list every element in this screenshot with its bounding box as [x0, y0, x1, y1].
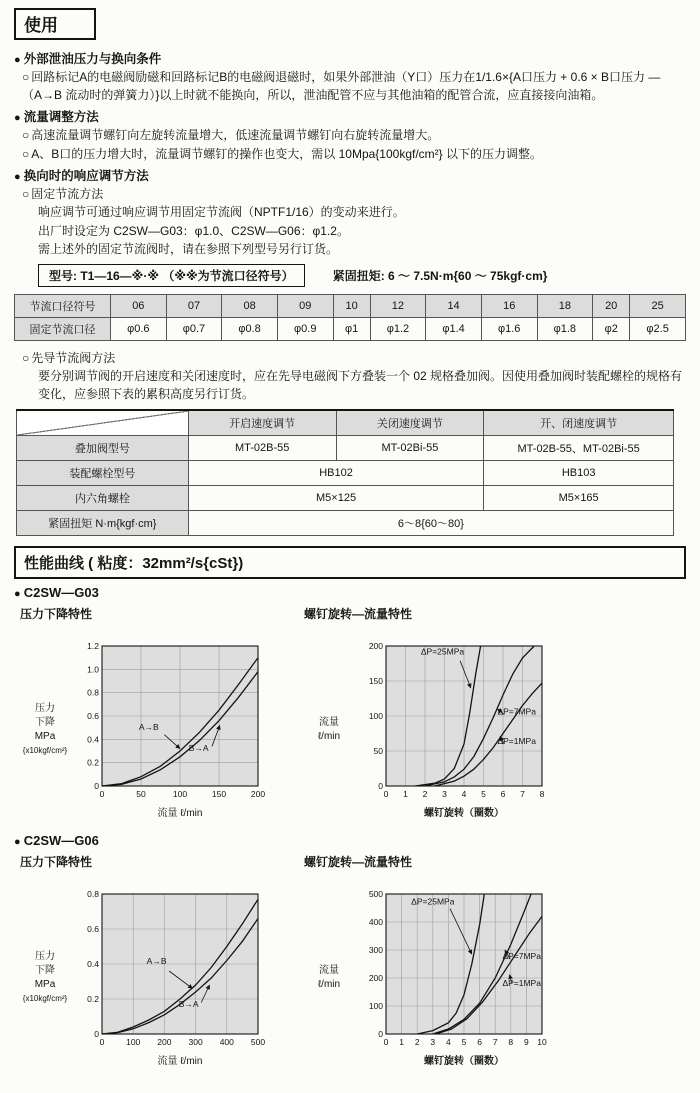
svg-text:0.2: 0.2: [87, 757, 99, 768]
svg-text:7: 7: [520, 788, 525, 799]
paragraph-fixed-line3: 需上述外的固定节流阀时，请在参照下列型号另行订货。: [38, 242, 339, 257]
svg-text:300: 300: [368, 944, 383, 955]
table-cell: φ2: [593, 317, 630, 340]
svg-text:100: 100: [172, 788, 188, 799]
table-cell: 14: [426, 294, 482, 317]
svg-text:10: 10: [537, 1036, 547, 1047]
heading-pilot-throttle: ○ 先导节流阀方法: [22, 349, 686, 367]
table-cell: MT-02B-55: [188, 435, 336, 460]
column-header: 开、闭速度调节: [484, 410, 674, 436]
svg-text:100: 100: [126, 1036, 141, 1047]
svg-text:0.8: 0.8: [87, 888, 99, 899]
svg-text:ΔP=7MPa: ΔP=7MPa: [502, 950, 541, 961]
row-label: 固定节流口径: [15, 317, 111, 340]
row-label: 装配螺栓型号: [17, 460, 189, 485]
table-cell: 07: [166, 294, 222, 317]
svg-text:100: 100: [368, 1000, 383, 1011]
svg-text:2: 2: [414, 1036, 420, 1047]
throttle-diameter-table: [14, 294, 686, 341]
table-row: [15, 294, 686, 317]
paragraph-flow-item1: ○ 高速流量调节螺钉向左旋转流量增大，低速流量调节螺钉向右旋转流量增大。: [22, 126, 686, 144]
table-cell: M5×125: [188, 485, 484, 510]
svg-text:1.2: 1.2: [87, 640, 99, 651]
table-cell: φ1.4: [426, 317, 482, 340]
table-cell: φ1.8: [537, 317, 593, 340]
svg-text:0: 0: [94, 1028, 99, 1039]
svg-text:200: 200: [250, 788, 266, 799]
screw-flow-chart-g03: [302, 603, 552, 825]
model-number-box: 型号: T1—16—※·※ （※※为节流口径符号）: [38, 264, 305, 287]
model-heading-g06: ● C2SW—G06: [14, 833, 686, 848]
table-cell: φ1: [333, 317, 370, 340]
svg-text:7: 7: [492, 1036, 498, 1047]
svg-text:200: 200: [368, 640, 383, 651]
row-label: 内六角螺栓: [17, 485, 189, 510]
heading-response-adjustment: ● 换向时的响应调节方法: [14, 166, 686, 184]
table-cell: 6～8{60～80}: [188, 510, 673, 535]
svg-text:5: 5: [481, 788, 486, 799]
column-header: 开启速度调节: [188, 410, 336, 436]
paragraph-flow-item2: ○ A、B口的压力增大时，流量调节螺钉的操作也变大，需以 10Mpa{100kgf/cm²} 以下的压力调整。: [22, 145, 686, 163]
paragraph-fixed-line1: 响应调节可通过响应调节用固定节流阀（NPTF1/16）的变动来进行。: [38, 205, 405, 219]
chart-title: 压力下降特性: [20, 854, 93, 869]
table-cell: φ0.9: [277, 317, 333, 340]
table-cell: φ0.7: [166, 317, 222, 340]
stack-valve-table: [16, 409, 674, 536]
table-cell: MT-02B-55、MT-02Bi-55: [484, 435, 674, 460]
svg-text:1.0: 1.0: [87, 664, 99, 675]
svg-text:A→B: A→B: [138, 721, 159, 732]
pressure-drop-chart-g06: [18, 851, 268, 1073]
svg-text:ΔP=25MPa: ΔP=25MPa: [420, 646, 465, 657]
table-cell: HB102: [188, 460, 484, 485]
svg-text:300: 300: [188, 1036, 203, 1047]
svg-text:400: 400: [368, 916, 383, 927]
svg-text:0: 0: [383, 1036, 389, 1047]
svg-text:200: 200: [157, 1036, 172, 1047]
svg-text:B→A: B→A: [188, 742, 209, 753]
pressure-drop-chart-g03: [18, 603, 268, 825]
svg-text:9: 9: [524, 1036, 529, 1047]
svg-text:ΔP=25MPa: ΔP=25MPa: [411, 896, 455, 907]
svg-text:400: 400: [219, 1036, 234, 1047]
heading-drain-conditions: ● 外部泄油压力与换向条件: [14, 49, 686, 67]
table-cell: 06: [111, 294, 167, 317]
table-cell: φ1.6: [481, 317, 537, 340]
table-row: [17, 435, 674, 460]
svg-text:8: 8: [539, 788, 545, 799]
svg-text:500: 500: [368, 888, 383, 899]
svg-text:0: 0: [383, 788, 389, 799]
svg-text:3: 3: [430, 1036, 436, 1047]
table-cell: 12: [370, 294, 426, 317]
svg-text:ΔP=1MPa: ΔP=1MPa: [502, 977, 541, 988]
svg-text:0: 0: [94, 780, 99, 791]
y-axis-label: 压力 下降 MPa {x10kgf/cm²}: [22, 703, 68, 756]
svg-text:150: 150: [211, 788, 227, 799]
svg-text:150: 150: [368, 675, 383, 686]
row-label: 紧固扭矩 N·m{kgf·cm}: [17, 510, 189, 535]
table-row: [17, 485, 674, 510]
svg-text:4: 4: [461, 788, 467, 799]
page-title: 使用: [14, 8, 96, 40]
svg-text:0.8: 0.8: [87, 687, 99, 698]
svg-text:0: 0: [378, 780, 383, 791]
table-cell: 08: [222, 294, 278, 317]
svg-text:ΔP=1MPa: ΔP=1MPa: [497, 735, 536, 746]
svg-text:3: 3: [442, 788, 447, 799]
svg-text:100: 100: [368, 710, 383, 721]
svg-text:4: 4: [446, 1036, 451, 1047]
row-label: 节流口径符号: [15, 294, 111, 317]
table-cell: 25: [630, 294, 686, 317]
chart-plot: [356, 636, 552, 825]
svg-text:6: 6: [500, 788, 506, 799]
paragraph-pilot-body: 要分别调节阀的开启速度和关闭速度时，应在先导电磁阀下方叠装一个 02 规格叠加阀。因使用叠加阀时装配螺栓的规格有变化，应参照下表的累积高度另行订货。: [38, 368, 683, 402]
svg-text:0: 0: [99, 1036, 105, 1047]
svg-text:8: 8: [508, 1036, 514, 1047]
table-row: [17, 460, 674, 485]
svg-text:0.4: 0.4: [87, 734, 99, 745]
table-header-row: [17, 410, 674, 436]
svg-text:1: 1: [399, 1036, 404, 1047]
svg-text:螺钉旋转（圈数）: 螺钉旋转（圈数）: [424, 807, 504, 819]
table-cell: HB103: [484, 460, 674, 485]
chart-plot: [72, 884, 268, 1073]
chart-plot: [356, 884, 552, 1073]
svg-text:A→B: A→B: [146, 955, 167, 966]
column-header: 关闭速度调节: [336, 410, 484, 436]
svg-text:5: 5: [461, 1036, 467, 1047]
svg-text:ΔP=7MPa: ΔP=7MPa: [497, 706, 536, 717]
chart-plot: [72, 636, 268, 825]
section-c2sw-g06: [14, 833, 686, 1073]
svg-text:1: 1: [403, 788, 408, 799]
model-heading-g03: ● C2SW—G03: [14, 585, 686, 600]
svg-text:流量 ℓ/min: 流量 ℓ/min: [157, 1055, 203, 1067]
table-cell: 09: [277, 294, 333, 317]
svg-text:0: 0: [99, 788, 105, 799]
svg-text:0.6: 0.6: [87, 923, 99, 934]
svg-text:0.6: 0.6: [87, 710, 99, 721]
row-label: 叠加阀型号: [17, 435, 189, 460]
section-c2sw-g03: [14, 585, 686, 825]
table-cell: 20: [593, 294, 630, 317]
svg-text:6: 6: [477, 1036, 482, 1047]
svg-text:50: 50: [136, 788, 146, 799]
table-cell: 18: [537, 294, 593, 317]
table-cell: M5×165: [484, 485, 674, 510]
svg-text:500: 500: [250, 1036, 266, 1047]
table-cell: φ0.8: [222, 317, 278, 340]
performance-curves-title: 性能曲线 ( 粘度：32mm²/s{cSt}): [14, 546, 686, 579]
chart-title: 压力下降特性: [20, 606, 93, 621]
svg-text:50: 50: [373, 745, 383, 756]
svg-text:B→A: B→A: [178, 998, 199, 1009]
table-row: [17, 510, 674, 535]
table-row: [15, 317, 686, 340]
diagonal-blank-cell: [17, 410, 189, 436]
tightening-torque-text: 紧固扭矩: 6 ～ 7.5N·m{60 ～ 75kgf·cm}: [332, 268, 548, 283]
table-cell: 16: [481, 294, 537, 317]
y-axis-label: 流量 ℓ/min: [317, 965, 341, 991]
heading-flow-adjustment: ● 流量调整方法: [14, 107, 686, 125]
svg-text:流量 ℓ/min: 流量 ℓ/min: [157, 807, 203, 819]
svg-text:螺钉旋转（圈数）: 螺钉旋转（圈数）: [424, 1055, 504, 1067]
svg-text:200: 200: [368, 972, 383, 983]
table-cell: MT-02Bi-55: [336, 435, 484, 460]
table-cell: φ2.5: [630, 317, 686, 340]
model-number-line: [38, 264, 686, 287]
screw-flow-chart-g06: [302, 851, 552, 1073]
paragraph-fixed-line2: 出厂时设定为 C2SW—G03：φ1.0、C2SW—G06：φ1.2。: [38, 223, 349, 238]
table-cell: φ1.2: [370, 317, 426, 340]
svg-text:0.2: 0.2: [87, 993, 99, 1004]
heading-fixed-throttle: ○ 固定节流方法: [22, 185, 686, 203]
svg-text:2: 2: [422, 788, 428, 799]
paragraph-drain-body: ○ 回路标记A的电磁阀励磁和回路标记B的电磁阀退磁时，如果外部泄油（Y口）压力在1/1.6×{A口压力 + 0.6 × B口压力 —（A→B 流动时的弹簧力）}以上时就不能换向，所以，泄油配管不应与其他油箱的配管合流，应直接接向油箱。: [22, 68, 686, 104]
y-axis-label: 压力 下降 MPa {x10kgf/cm²}: [22, 951, 68, 1004]
chart-title: 螺钉旋转—流量特性: [304, 606, 413, 621]
svg-text:0: 0: [378, 1028, 383, 1039]
table-cell: 10: [333, 294, 370, 317]
y-axis-label: 流量 ℓ/min: [317, 717, 341, 743]
svg-text:0.4: 0.4: [87, 958, 99, 969]
table-cell: φ0.6: [111, 317, 167, 340]
chart-title: 螺钉旋转—流量特性: [304, 854, 413, 869]
